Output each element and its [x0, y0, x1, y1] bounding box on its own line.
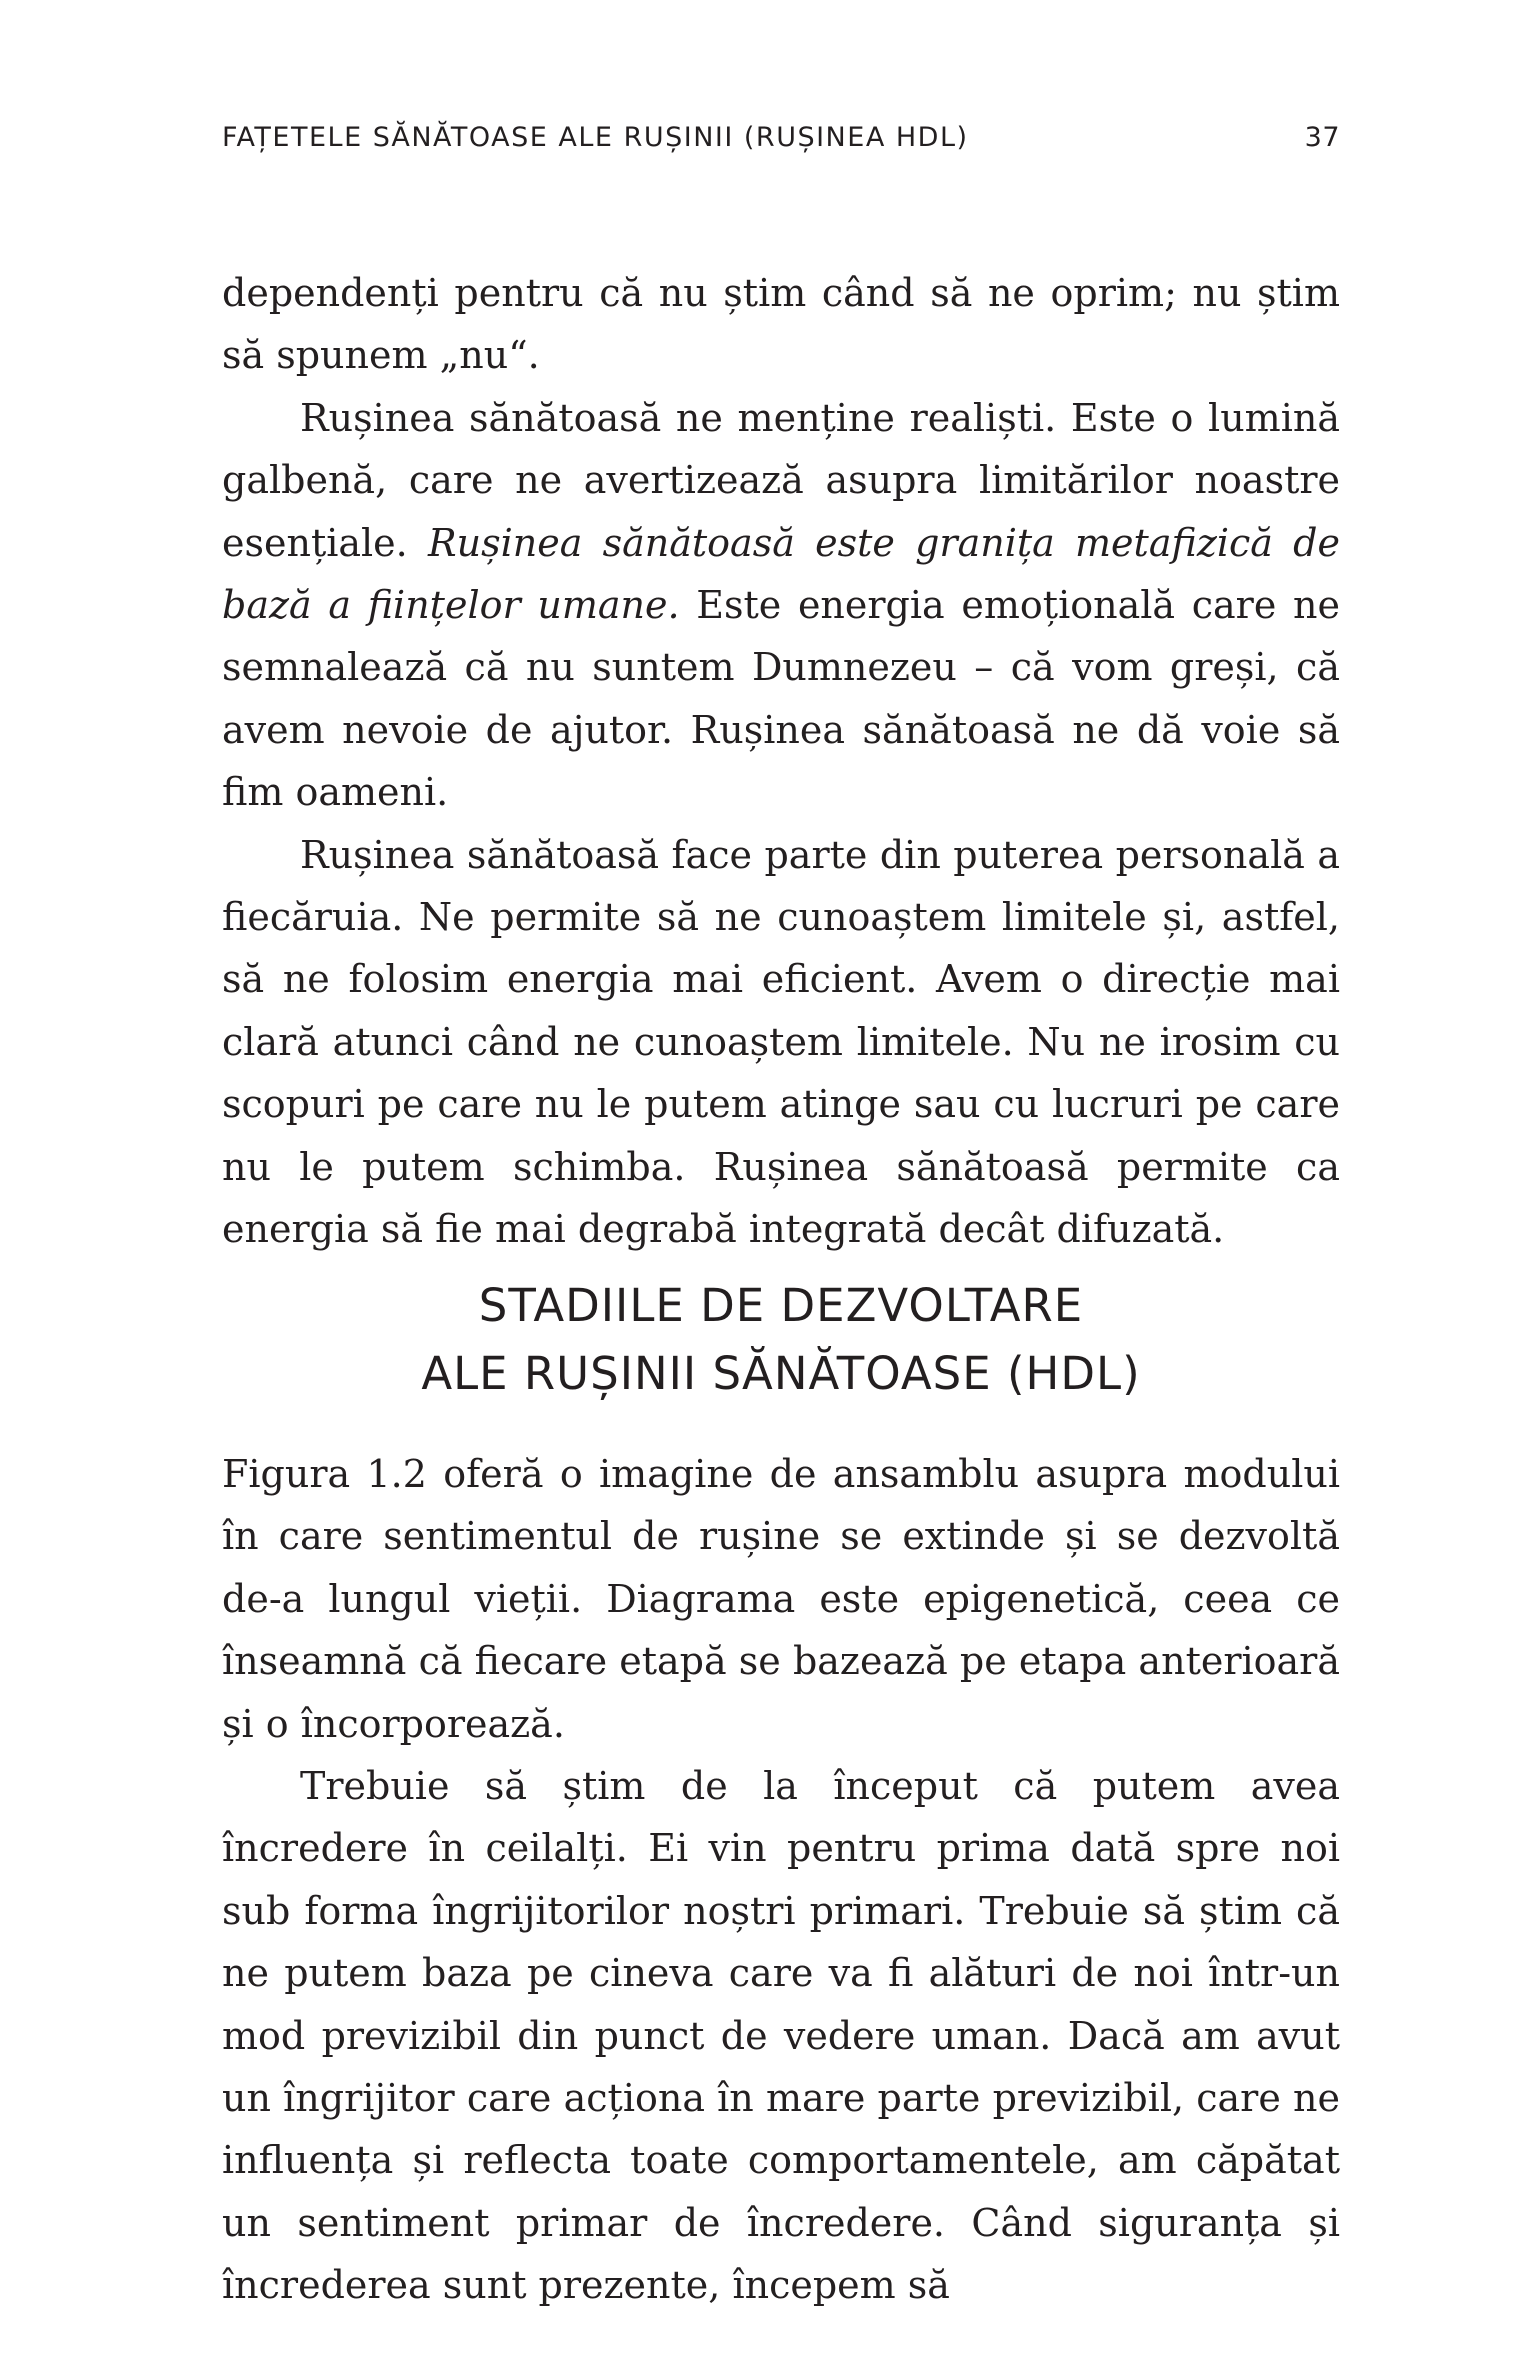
section-heading — [222, 1272, 1340, 1408]
running-head — [222, 122, 1340, 162]
paragraph-figure-overview: Figura 1.2 oferă o imagine de ansamblu asupra modului în care sentimentul de rușine se extinde și se dezvoltă de-a lungul vieții. Diagrama este epigenetică, ceea ce înseamnă că fiecare etapă se bazează pe etapa anterioară și o încorporează. — [222, 1452, 1340, 1746]
paragraph-continuation: dependenți pentru că nu știm când să ne oprim; nu știm să spunem „nu“. — [222, 271, 1340, 378]
paragraph-personal-power: Rușinea sănătoasă face parte din puterea personală a fiecăruia. Ne permite să ne cunoaștem limitele și, astfel, să ne folosim energia mai eficient. Avem o direcție mai clară atunci când ne cunoaștem limitele. Nu ne irosim cu scopuri pe care nu le putem atinge sau cu lucruri pe care nu le putem schimba. Rușinea sănătoasă permite ca energia să fie mai degrabă integrată decât difuzată. — [222, 832, 1340, 1252]
paragraph-realism-italic: Rușinea sănătoasă este granița metafizică de bază a ființelor umane. — [222, 520, 1340, 628]
paragraph-trust: Trebuie să știm de la început că putem avea încredere în ceilalți. Ei vin pentru prima dată spre noi sub forma îngrijitorilor noștri primari. Trebuie să știm că ne putem baza pe cineva care va fi alături de noi într-un mod previzibil din punct de vedere uman. Dacă am avut un îngrijitor care acționa în mare parte previzibil, care ne influența și reflecta toate comportamentele, am căpătat un sentiment primar de încredere. Când siguranța și încrederea sunt prezente, începem să — [222, 1764, 1340, 2308]
paragraph-realism — [222, 387, 1340, 824]
section-1-text — [222, 262, 1340, 1261]
section-2-text — [222, 1443, 1340, 2317]
paragraph-realism-end: Este energia emoțională care ne semnalează că nu suntem Dumnezeu – că vom greși, că avem nevoie de ajutor. Rușinea sănătoasă ne dă voie să fim oameni. — [222, 583, 1340, 815]
section-heading-line-1: STADIILE DE DEZVOLTARE — [478, 1279, 1084, 1332]
section-heading-line-2: ALE RUȘINII SĂNĂTOASE (HDL) — [421, 1347, 1141, 1400]
running-title: FAȚETELE SĂNĂTOASE ALE RUȘINII (RUȘINEA HDL) — [222, 122, 969, 153]
paragraph-realism-start: Rușinea sănătoasă ne menține realiști. Este o lumină galbenă, care ne avertizează asupra limitărilor noastre esențiale. — [222, 395, 1340, 565]
page-number: 37 — [1304, 122, 1340, 153]
